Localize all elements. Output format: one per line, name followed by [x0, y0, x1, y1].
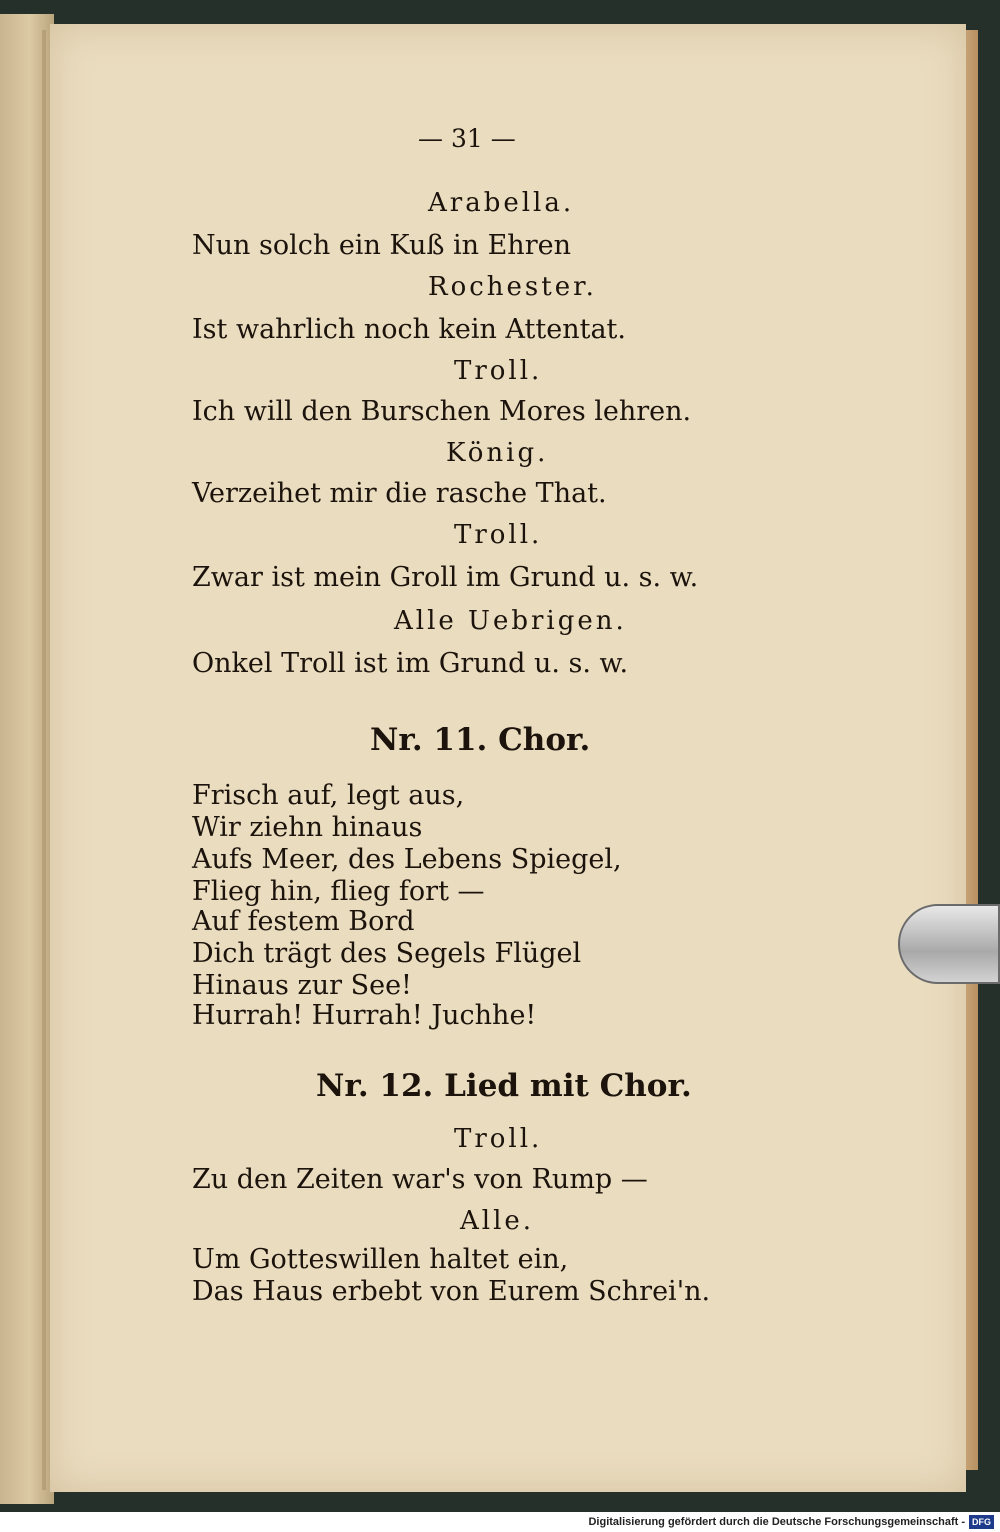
- verse-line: Flieg hin, flieg fort —: [192, 876, 485, 907]
- verse-line: Zu den Zeiten war's von Rump —: [192, 1164, 648, 1195]
- dialogue-line: Verzeihet mir die rasche That.: [192, 478, 607, 509]
- section-heading-chor: Nr. 11. Chor.: [370, 722, 591, 758]
- page-clip: [898, 904, 1000, 984]
- book-spine-shadow: [42, 30, 46, 1490]
- speaker-arabella: Arabella.: [428, 188, 575, 218]
- digitization-footer: [0, 1512, 1000, 1532]
- page-number: — 31 —: [418, 124, 516, 153]
- verse-line: Auf festem Bord: [192, 906, 415, 937]
- verse-line: Wir ziehn hinaus: [192, 812, 423, 843]
- speaker-alle-uebrigen: Alle Uebrigen.: [394, 606, 627, 636]
- verse-line: Frisch auf, legt aus,: [192, 780, 465, 811]
- speaker-alle: Alle.: [460, 1206, 535, 1236]
- dialogue-line: Ich will den Burschen Mores lehren.: [192, 396, 692, 427]
- section-heading-lied: Nr. 12. Lied mit Chor.: [316, 1068, 692, 1104]
- verse-line: Um Gotteswillen haltet ein,: [192, 1244, 569, 1275]
- dialogue-line: Ist wahrlich noch kein Attentat.: [192, 314, 626, 345]
- verse-line: Das Haus erbebt von Eurem Schrei'n.: [192, 1276, 711, 1307]
- dialogue-line: Nun solch ein Kuß in Ehren: [192, 230, 571, 261]
- verse-line: Aufs Meer, des Lebens Spiegel,: [192, 844, 622, 875]
- verse-line: Dich trägt des Segels Flügel: [192, 938, 582, 969]
- dfg-logo: DFG: [969, 1515, 994, 1529]
- speaker-troll: Troll.: [454, 356, 543, 386]
- speaker-troll: Troll.: [454, 1124, 543, 1154]
- speaker-koenig: König.: [446, 438, 549, 468]
- dialogue-line: Zwar ist mein Groll im Grund u. s. w.: [192, 562, 699, 593]
- verse-line: Hurrah! Hurrah! Juchhe!: [192, 1000, 537, 1031]
- verse-line: Hinaus zur See!: [192, 970, 412, 1001]
- speaker-rochester: Rochester.: [428, 272, 597, 302]
- dialogue-line: Onkel Troll ist im Grund u. s. w.: [192, 648, 629, 679]
- footer-text: Digitalisierung gefördert durch die Deutsche Forschungsgemeinschaft -: [588, 1516, 965, 1528]
- speaker-troll: Troll.: [454, 520, 543, 550]
